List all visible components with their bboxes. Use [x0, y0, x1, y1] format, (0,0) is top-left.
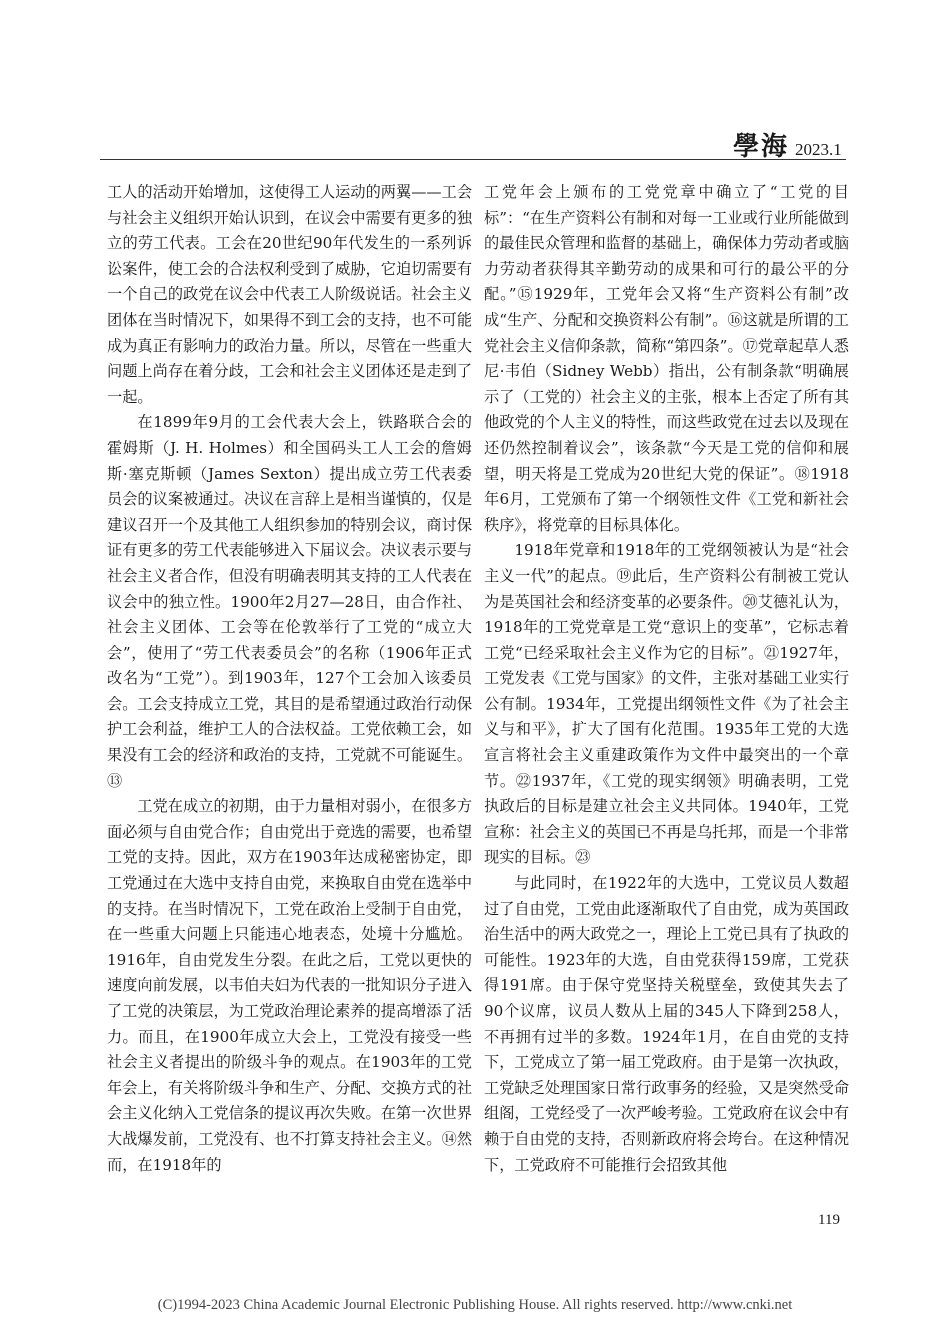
running-header: [733, 126, 842, 163]
copyright-footer: (C)1994-2023 China Academic Journal Electronic Publishing House. All rights reserved. http://www.cnki.net: [157, 1297, 793, 1313]
left-column: [107, 180, 472, 1178]
right-column: [484, 180, 849, 1178]
paragraph: 工党在成立的初期，由于力量相对弱小，在很多方面必须与自由党合作；自由党出于竞选的需要，也希望工党的支持。因此，双方在1903年达成秘密协定，即工党通过在大选中支持自由党，来换取自由党在选举中的支持。在当时情况下，工党在政治上受制于自由党，在一些重大问题上只能违心地表态，处境十分尴尬。1916年，自由党发生分裂。在此之后，工党以更快的速度向前发展，以韦伯夫妇为代表的一批知识分子进入了工党的决策层，为工党政治理论素养的提高增添了活力。而且，在1900年成立大会上，工党没有接受一些社会主义者提出的阶级斗争的观点。在1903年的工党年会上，有关将阶级斗争和生产、分配、交换方式的社会主义化纳入工党信条的提议再次失败。在第一次世界大战爆发前，工党没有、也不打算支持社会主义。⑭然而，在1918年的: [107, 797, 472, 1174]
page-number: 119: [818, 1212, 840, 1228]
paragraph: 工人的活动开始增加，这使得工人运动的两翼——工会与社会主义组织开始认识到，在议会中需要有更多的独立的劳工代表。工会在20世纪90年代发生的一系列诉讼案件，使工会的合法权利受到了威胁，它迫切需要有一个自己的政党在议会中代表工人阶级说话。社会主义团体在当时情况下，如果得不到工会的支持，也不可能成为真正有影响力的政治力量。所以，尽管在一些重大问题上尚存在着分歧，工会和社会主义团体还是走到了一起。: [107, 183, 472, 406]
issue-number: 2023.1: [795, 140, 842, 159]
paragraph: 与此同时，在1922年的大选中，工党议员人数超过了自由党，工党由此逐渐取代了自由党，成为英国政治生活中的两大政党之一，理论上工党已具有了执政的可能性。1923年的大选，自由党获得159席，工党获得191席。由于保守党坚持关税壁垒，致使其失去了90个议席，议员人数从上届的345人下降到258人，不再拥有过半的多数。1924年1月，在自由党的支持下，工党成立了第一届工党政府。由于是第一次执政，工党缺乏处理国家日常行政事务的经验，又是突然受命组阁，工党经受了一次严峻考验。工党政府在议会中有赖于自由党的支持，否则新政府将会垮台。在这种情况下，工党政府不可能推行会招致其他: [484, 874, 849, 1174]
header-rule: [100, 159, 846, 160]
paragraph: 工党年会上颁布的工党党章中确立了“工党的目标”：“在生产资料公有制和对每一工业或行业所能做到的最佳民众管理和监督的基础上，确保体力劳动者或脑力劳动者获得其辛勤劳动的成果和可行的最公平的分配。”⑮1929年，工党年会又将“生产资料公有制”改成“生产、分配和交换资料公有制”。⑯这就是所谓的工党社会主义信仰条款，简称“第四条”。⑰党章起草人悉尼·韦伯（Sidney Webb）指出，公有制条款“明确展示了（工党的）社会主义的主张，根本上否定了所有其他政党的个人主义的特性，而这些政党在过去以及现在还仍然控制着议会”，该条款“今天是工党的信仰和展望，明天将是工党成为20世纪大党的保证”。⑱1918年6月，工党颁布了第一个纲领性文件《工党和新社会秩序》，将党章的目标具体化。: [484, 183, 849, 534]
journal-name: 學海: [733, 132, 790, 162]
paragraph: 1918年党章和1918年的工党纲领被认为是“社会主义一代”的起点。⑲此后，生产资料公有制被工党认为是英国社会和经济变革的必要条件。⑳艾德礼认为，1918年的工党党章是工党“意识上的变革”，它标志着工党“已经采取社会主义作为它的目标”。㉑1927年，工党发表《工党与国家》的文件，主张对基础工业实行公有制。1934年，工党提出纲领性文件《为了社会主义与和平》，扩大了国有化范围。1935年工党的大选宣言将社会主义重建政策作为文件中最突出的一个章节。㉒1937年，《工党的现实纲领》明确表明，工党执政后的目标是建立社会主义共同体。1940年，工党宣称：社会主义的英国已不再是乌托邦，而是一个非常现实的目标。㉓: [484, 541, 849, 867]
paragraph: 在1899年9月的工会代表大会上，铁路联合会的霍姆斯（J. H. Holmes）和全国码头工人工会的詹姆斯·塞克斯顿（James Sexton）提出成立劳工代表委员会的议案被通过。决议在言辞上是相当谨慎的，仅是建议召开一个及其他工人组织参加的特别会议，商讨保证有更多的劳工代表能够进入下届议会。决议表示要与社会主义者合作，但没有明确表明其支持的工人代表在议会中的独立性。1900年2月27—28日，由合作社、社会主义团体、工会等在伦敦举行了工党的“成立大会”，使用了“劳工代表委员会”的名称（1906年正式改名为“工党”）。到1903年，127个工会加入该委员会。工会支持成立工党，其目的是希望通过政治行动保护工会利益，维护工人的合法权益。工党依赖工会，如果没有工会的经济和政治的支持，工党就不可能诞生。⑬: [107, 413, 472, 790]
